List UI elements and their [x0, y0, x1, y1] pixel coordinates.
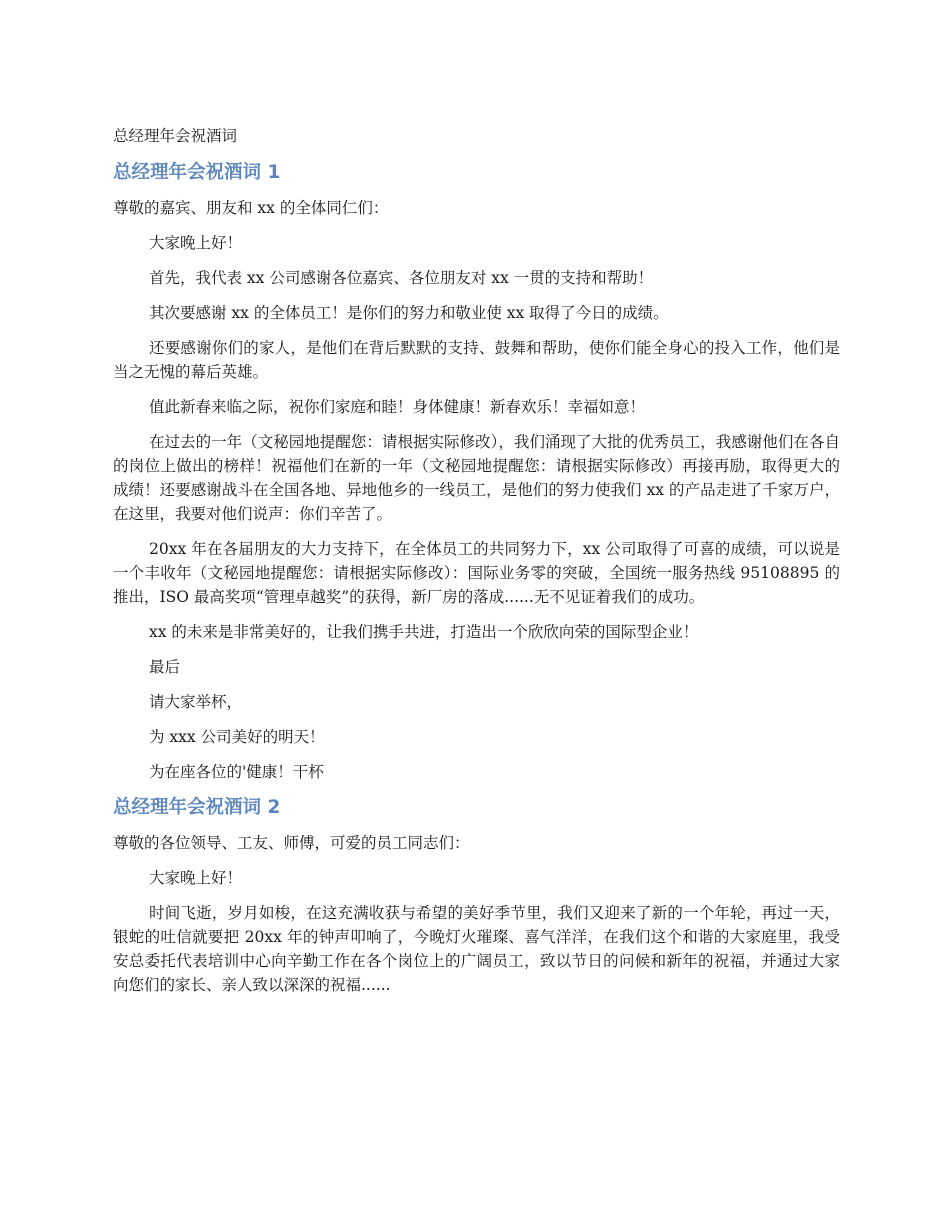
section-heading: 总经理年会祝酒词 1: [113, 162, 281, 183]
paragraph: 尊敬的各位领导、工友、师傅，可爱的员工同志们：: [113, 834, 470, 852]
paragraph: xx 的未来是非常美好的，让我们携手共进，打造出一个欣欣向荣的国际型企业！: [149, 623, 699, 641]
paragraph: 大家晚上好！: [149, 869, 243, 887]
document-page: [113, 124, 840, 1008]
paragraph: 20xx 年在各届朋友的大力支持下，在全体员工的共同努力下，xx 公司取得了可喜的成绩，可以说是一个丰收年（文秘园地提醒您：请根据实际修改）：国际业务零的突破，全国统一服务热线 95108895 的推出，ISO 最高奖项“管理卓越奖”的获得，新厂房的落成......无不见证着我们的成功。: [113, 540, 840, 606]
paragraph: 请大家举杯，: [149, 693, 243, 711]
paragraph: 大家晚上好！: [149, 234, 243, 252]
section-heading: 总经理年会祝酒词 2: [113, 797, 281, 818]
paragraph: 在过去的一年（文秘园地提醒您：请根据实际修改），我们涌现了大批的优秀员工，我感谢他们在各自的岗位上做出的榜样！祝福他们在新的一年（文秘园地提醒您：请根据实际修改）再接再励，取得更大的成绩！还要感谢战斗在全国各地、异地他乡的一线员工，是他们的努力使我们 xx 的产品走进了千家万户，在这里，我要对他们说声：你们辛苦了。: [113, 433, 840, 523]
paragraph: 首先，我代表 xx 公司感谢各位嘉宾、各位朋友对 xx 一贯的支持和帮助！: [149, 269, 654, 287]
section-2: [113, 795, 840, 997]
paragraph: 其次要感谢 xx 的全体员工！是你们的努力和敬业使 xx 取得了今日的成绩。: [149, 304, 669, 322]
document-title: 总经理年会祝酒词: [113, 127, 238, 145]
section-1: [113, 160, 840, 784]
paragraph: 还要感谢你们的家人，是他们在背后默默的支持、鼓舞和帮助，使你们能全身心的投入工作，他们是当之无愧的幕后英雄。: [113, 339, 840, 381]
paragraph: 尊敬的嘉宾、朋友和 xx 的全体同仁们：: [113, 199, 389, 217]
paragraph: 值此新春来临之际，祝你们家庭和睦！身体健康！新春欢乐！幸福如意！: [149, 398, 646, 416]
paragraph: 为在座各位的'健康！干杯: [149, 763, 324, 781]
paragraph: 时间飞逝，岁月如梭，在这充满收获与希望的美好季节里，我们又迎来了新的一个年轮，再过一天，银蛇的吐信就要把 20xx 年的钟声叩响了，今晚灯火璀璨、喜气洋洋，在我们这个和谐的大家庭里，我受安总委托代表培训中心向辛勤工作在各个岗位上的广阔员工，致以节日的问候和新年的祝福，并通过大家向您们的家长、亲人致以深深的祝福......: [113, 904, 840, 994]
paragraph: 最后: [149, 658, 181, 676]
paragraph: 为 xxx 公司美好的明天！: [149, 728, 325, 746]
